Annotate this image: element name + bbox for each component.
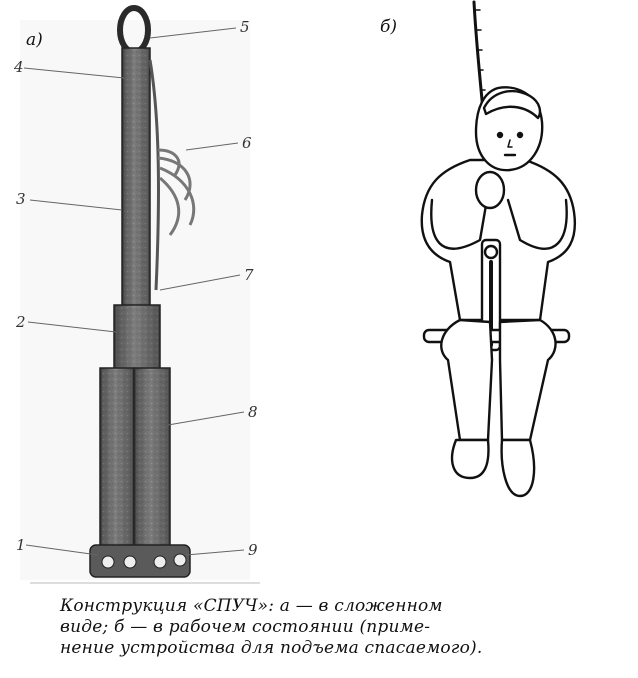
- callout-2: 2: [16, 313, 26, 331]
- caption-line-3: нение устройства для подъема спасаемого).: [60, 638, 483, 658]
- callout-4: 4: [14, 58, 24, 76]
- person-illustration: [422, 2, 575, 496]
- hands: [476, 172, 504, 208]
- left-leg: [441, 320, 492, 440]
- caption-line-2: виде; б — в рабочем состоянии (приме-: [60, 617, 431, 637]
- device-folded-photo: [20, 8, 260, 583]
- callout-3: 3: [16, 190, 26, 208]
- callout-6: 6: [242, 134, 252, 152]
- callout-8: 8: [248, 403, 258, 421]
- left-shoe: [452, 440, 488, 478]
- callout-7: 7: [244, 266, 254, 284]
- caption-line-1: Конструкция «СПУЧ»: а — в сложенном: [60, 596, 443, 616]
- right-shoe: [502, 440, 534, 496]
- right-leg: [500, 320, 556, 440]
- panel-label-b: б): [380, 17, 398, 37]
- left-arm: [431, 200, 486, 249]
- callout-9: 9: [248, 541, 258, 559]
- panel-label-a: а): [26, 30, 43, 50]
- callout-5: 5: [240, 18, 250, 36]
- callout-1: 1: [16, 536, 26, 554]
- figure-caption: [60, 596, 600, 659]
